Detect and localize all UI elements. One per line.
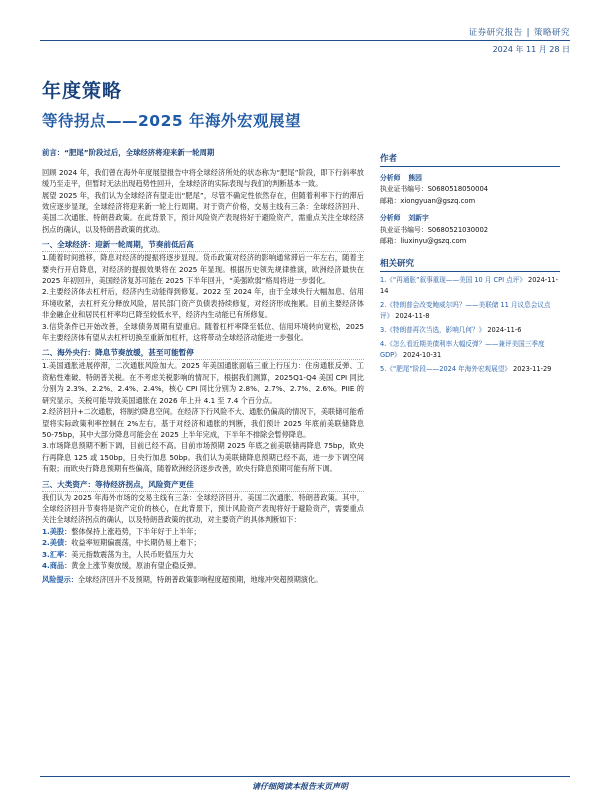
footer-notice: 请仔细阅读本报告末页声明 bbox=[252, 782, 348, 791]
related-title: 4.《怎么看近期美债利率大幅反弹？——兼评美国三季度 GDP》 bbox=[380, 340, 545, 360]
related-date: 2024-11-14 bbox=[380, 276, 558, 296]
intro-paragraph-2: 展望 2025 年，我们认为全球经济有望走出“肥尾”，尽管不确定性依然存在，但随着利率下行的滞后效应逐步显现，全球经济将迎来新一轮上行周期。对于资产价格，交易主线有三条：全球经济回升、美国二次通胀、特朗普政策。在此背景下，预计风险资产表现将好于避险资产，需重点关注全球经济拐点的确认，以及特朗普政策的扰动。 bbox=[42, 190, 364, 234]
asset-view-fx bbox=[42, 549, 364, 560]
report-date: 2024 年 11 月 28 日 bbox=[492, 45, 570, 54]
section-heading-2: 二、海外央行：降息节奏放缓，甚至可能暂停 bbox=[42, 347, 364, 360]
header-separator: | bbox=[526, 28, 530, 38]
related-heading: 相关研究 bbox=[380, 257, 560, 272]
related-title: 3.《特朗普再次当选，影响几何？》 bbox=[380, 326, 486, 335]
section-heading-1: 一、全球经济：迎新一轮周期，节奏前低后高 bbox=[42, 239, 364, 252]
section2-point-1: 1.美国通胀进展停滞，二次通胀风险加大。2025 年美国通胀面临三重上行压力：住房通胀反弹、工资粘性难破、特朗普关税。在不考虑关税影响的情况下，根据我们测算，2025Q1-Q4 美国 CPI 同比分别为 2.3%、2.2%、2.4%、2.4%，核心 CPI 同比分别为 2.8%、2.7%、2.7%、2.6%。PIIE 的研究显示，关税可能导致美国通胀在 2026 年上升 4.1 至 7.4 个百分点。 bbox=[42, 361, 364, 405]
analyst-cert: 执业证书编号：S0680518050004 bbox=[380, 185, 489, 194]
analyst-cert: 执业证书编号：S0680521030002 bbox=[380, 225, 489, 234]
asset-name: 1.美股： bbox=[42, 526, 72, 536]
related-date: 2024-10-31 bbox=[402, 351, 442, 360]
related-item[interactable] bbox=[380, 339, 560, 361]
document-title: 等待拐点——2025 年海外宏观展望 bbox=[42, 112, 302, 130]
risk-text: 全球经济回升不及预期，特朗普政策影响程度超预期，地缘冲突超预期演化。 bbox=[77, 575, 323, 585]
report-header bbox=[469, 26, 570, 38]
related-item[interactable] bbox=[380, 325, 560, 336]
sidebar bbox=[380, 152, 560, 375]
document-type: 年度策略 bbox=[42, 80, 123, 102]
analyst-name: 刘新宇 bbox=[408, 214, 429, 223]
asset-name: 4.商品： bbox=[42, 560, 72, 570]
section2-point-2: 2.经济回升+二次通胀，将制约降息空间。在经济下行风险不大、通胀仍偏高的情况下，美联储可能希望将实际政策利率控制在 2%左右，基于对经济和通胀的判断，我们预计 2025 年底前美联储降息 50-75bp，其中大部分降息可能会在 2025 上半年完成，下半年不排除会暂停降息。 bbox=[42, 407, 364, 439]
section1-point-1: 1.随着时间推移，降息对经济的提振将逐步显现。货币政策对经济的影响通常滞后一年左右，随着主要央行开启降息，对经济的提振效果将在 2025 年显现。根据历史领先规律推演，欧洲经济最快在 2025 年初回升，美国经济复苏可能在 2025 下半年回升，“美强欧弱”格局将进一步弱化。 bbox=[42, 253, 364, 286]
asset-text: 收益率短期偏震荡，中长期仍易上难下； bbox=[71, 538, 201, 548]
related-item[interactable] bbox=[380, 300, 560, 322]
asset-view-us-equity bbox=[42, 526, 364, 537]
related-date: 2024-11-8 bbox=[395, 312, 430, 321]
risk-warning bbox=[42, 574, 364, 585]
asset-name: 3.汇率： bbox=[42, 549, 72, 559]
related-title: 1.《“再通胀”叙事重现——美国 10 月 CPI 点评》 bbox=[380, 276, 526, 285]
related-item[interactable] bbox=[380, 364, 560, 375]
related-date: 2024-11-6 bbox=[487, 326, 522, 335]
analyst-email[interactable]: 邮箱：liuxinyu@gszq.com bbox=[380, 237, 467, 246]
analyst-label: 分析师 bbox=[380, 214, 401, 223]
section1-point-2: 2.主要经济体去杠杆后，经济内生动能得到修复。2022 至 2024 年，由于全球央行大幅加息、信用环境收紧，去杠杆充分释放风险，居民部门资产负债表持续修复，对经济形成拖累。目前主要经济体非金融企业和居民杠杆率均已降至较低水平，经济内生动能已有所修复。 bbox=[42, 287, 364, 320]
footer-divider bbox=[40, 776, 570, 777]
asset-text: 黄金上涨节奏放缓，原油有望企稳反弹。 bbox=[71, 560, 201, 570]
main-column bbox=[42, 140, 364, 586]
asset-text: 整体保持上涨趋势，下半年好于上半年； bbox=[71, 526, 201, 536]
asset-view-commodities bbox=[42, 560, 364, 571]
asset-text: 美元指数震荡为主，人民币贬值压力大 bbox=[71, 549, 194, 559]
lead-heading: 前言：“肥尾”阶段过后，全球经济将迎来新一轮周期 bbox=[42, 148, 215, 158]
related-research bbox=[380, 257, 560, 375]
report-series: 证券研究报告 bbox=[468, 28, 523, 38]
section-heading-3: 三、大类资产：等待经济拐点，风险资产更佳 bbox=[42, 479, 364, 492]
asset-name: 2.美债： bbox=[42, 538, 72, 548]
related-title: 2.《特朗普会改变鲍威尔吗？——美联储 11 月议息会议点评》 bbox=[380, 301, 551, 321]
section3-intro: 我们认为 2025 年海外市场的交易主线有三条：全球经济回升、美国二次通胀、特朗普政策。其中，全球经济回升节奏将是资产定价的核心，在此背景下，预计风险资产表现将好于避险资产，需要重点关注全球经济拐点的确认，以及特朗普政策的扰动，对主要资产的具体判断如下： bbox=[42, 492, 364, 525]
analyst-label: 分析师 bbox=[380, 174, 401, 182]
analyst-name: 熊园 bbox=[408, 174, 422, 182]
report-category: 策略研究 bbox=[533, 28, 570, 38]
related-title: 5.《“肥尾”阶段——2024 年海外宏观展望》 bbox=[380, 365, 511, 374]
author-block-1 bbox=[380, 173, 560, 207]
asset-view-us-treasury bbox=[42, 537, 364, 548]
related-item[interactable] bbox=[380, 275, 560, 297]
author-block-2 bbox=[380, 213, 560, 247]
related-date: 2023-11-29 bbox=[513, 365, 552, 374]
analyst-email[interactable]: 邮箱：xiongyuan@gszq.com bbox=[380, 196, 476, 205]
section2-point-3: 3.市场降息预期不断下调，目前已经不高。目前市场预期 2025 年底之前美联储再降息 75bp，欧央行再降息 125 或 150bp，日央行加息 50bp。我们认为美联储降息预期已经不高，进一步下调空间有限；而欧央行降息预期有些偏高，随着欧洲经济逐步改善，欧央行降息预期可能有所下调。 bbox=[42, 441, 364, 474]
section1-point-3: 3.信贷条件已开始改善，全球债务周期有望重启。随着杠杆率降至低位、信用环境转向宽松，2025 年主要经济体有望从去杠杆切换至重新加杠杆，这将带动全球经济动能进一步强化。 bbox=[42, 321, 364, 343]
intro-paragraph-1: 回顾 2024 年，我们曾在海外年度展望报告中将全球经济所处的状态称为“肥尾”阶段，即下行斜率放缓乃至走平，但暂时无法出现趋势性回升，全球经济的实际表现与我们的判断基本一致。 bbox=[42, 167, 364, 189]
header-divider bbox=[40, 40, 570, 41]
authors-heading: 作者 bbox=[380, 152, 560, 167]
risk-label: 风险提示： bbox=[42, 575, 78, 585]
